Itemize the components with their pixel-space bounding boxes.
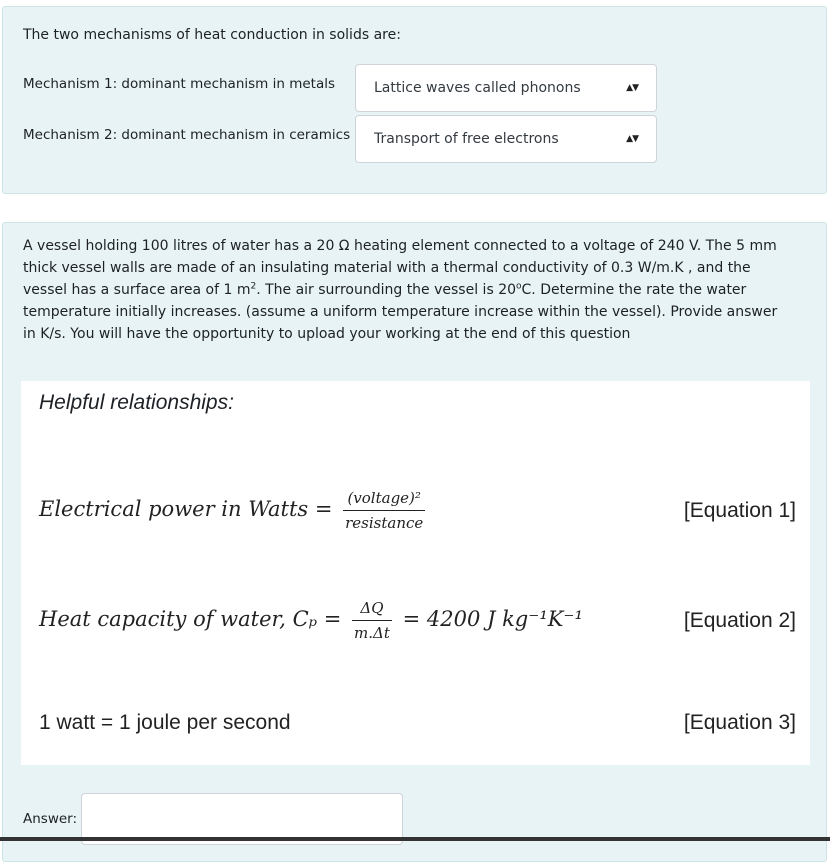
- equation-1-tag: [Equation 1]: [683, 499, 796, 522]
- equation-1-fraction: [343, 489, 425, 532]
- superscript: 2: [250, 281, 257, 292]
- question-2-text: [23, 235, 793, 345]
- mechanism-2-select[interactable]: [355, 115, 657, 163]
- superscript: o: [516, 281, 522, 292]
- equation-2-denominator: m.Δt: [354, 624, 390, 642]
- equation-2-fraction: [352, 599, 392, 642]
- equation-3-tag: [Equation 3]: [683, 711, 796, 734]
- question-1-prompt: The two mechanisms of heat conduction in solids are:: [23, 27, 401, 43]
- mechanism-2-label: Mechanism 2: dominant mechanism in ceramics: [23, 127, 351, 143]
- select-arrows-icon: ▲▼: [626, 134, 638, 144]
- question-text-part: A vessel holding 100 litres of water has a 20 Ω heating element connected to a voltage of 240 V. The 5 mm thick vessel walls are made of an insulating material with a thermal conductivity of 0.3 W/m.K , and the vessel has a surface area of 1 m: [23, 238, 777, 298]
- bottom-bar: [0, 837, 830, 841]
- equation-1-lhs: Electrical power in Watts =: [39, 497, 333, 521]
- answer-label: Answer:: [23, 811, 78, 827]
- question-2-card: [2, 222, 827, 862]
- mechanism-1-select[interactable]: [355, 64, 657, 112]
- mechanism-1-label: Mechanism 1: dominant mechanism in metals: [23, 76, 336, 92]
- helpful-relationships-title: Helpful relationships:: [39, 391, 234, 414]
- mechanism-2-selected-value: Transport of free electrons: [374, 131, 559, 147]
- question-1-card: [2, 6, 827, 194]
- equation-1-numerator: (voltage)²: [343, 489, 425, 511]
- equation-2: [39, 599, 583, 642]
- equation-3: 1 watt = 1 joule per second: [39, 711, 291, 734]
- equation-1: [39, 489, 429, 532]
- equation-2-numerator: ΔQ: [352, 599, 392, 621]
- question-text-part: C. Determine the rate the water temperature initially increases. (assume a uniform temperature increase within the vessel). Provide answer in K/s. You will have the opportunity to upload your working at the end of this question: [23, 282, 778, 342]
- equation-2-lhs: Heat capacity of water, Cₚ =: [39, 607, 342, 631]
- equation-2-tag: [Equation 2]: [683, 609, 796, 632]
- question-text-part: . The air surrounding the vessel is 20: [256, 282, 517, 298]
- mechanism-1-selected-value: Lattice waves called phonons: [374, 80, 581, 96]
- equation-2-rhs: = 4200 J kg⁻¹K⁻¹: [402, 607, 583, 631]
- select-arrows-icon: ▲▼: [626, 83, 638, 93]
- equation-1-denominator: resistance: [345, 514, 424, 532]
- helpful-relationships-box: [21, 381, 810, 765]
